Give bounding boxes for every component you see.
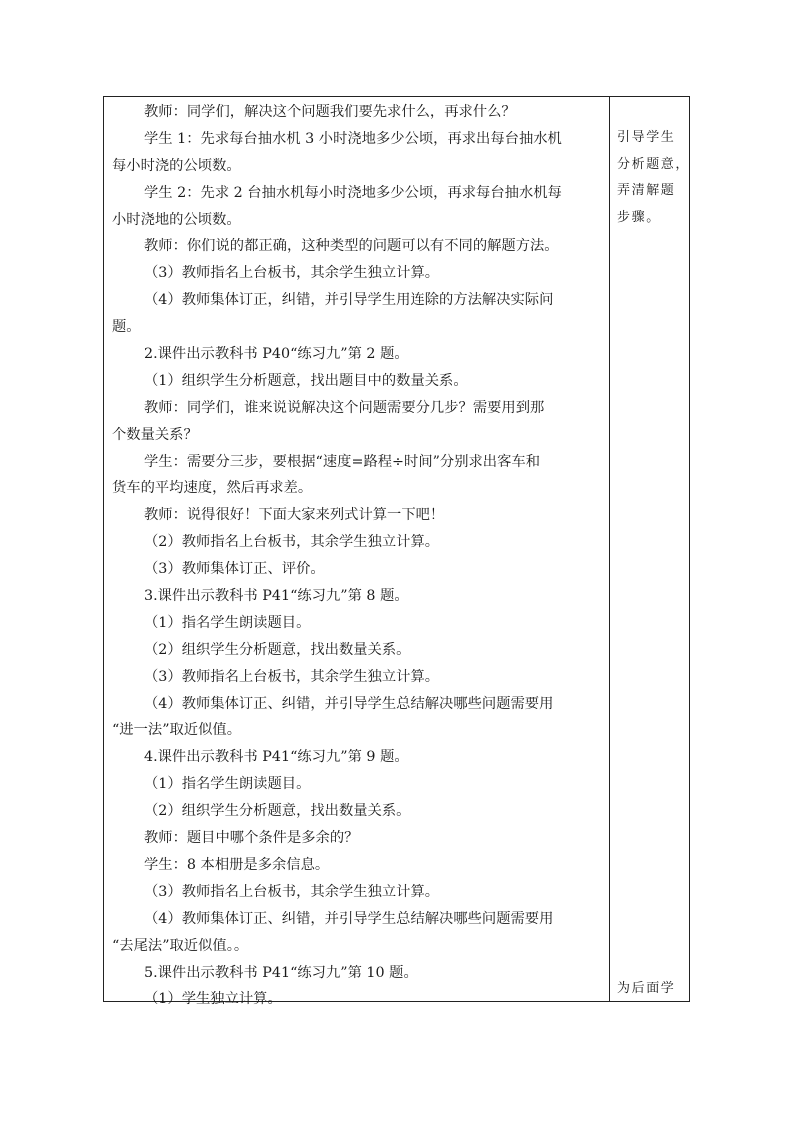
design-note-line: 分析题意， [617, 156, 691, 172]
text-line: 学生：需要分三步，要根据“速度=路程÷时间”分别求出客车和 [144, 453, 540, 470]
text-line: 小时浇地的公顷数。 [112, 211, 241, 228]
design-note-line: 引导学生 [617, 130, 676, 145]
text-line: （1）指名学生朗读题目。 [144, 614, 311, 631]
text-line: （4）教师集体订正，纠错，并引导学生用连除的方法解决实际问 [144, 292, 554, 309]
design-note-line: 弄清解题 [617, 183, 676, 198]
text-line: “进一法”取近似值。 [112, 722, 241, 739]
text-line: （1）学生独立计算。 [144, 991, 282, 1008]
text-line: （3）教师指名上台板书，其余学生独立计算。 [144, 883, 440, 900]
text-line: 3.课件出示教科书 P41“练习九”第 8 题。 [144, 588, 409, 605]
design-note-bottom: 为后面学 [617, 981, 676, 996]
text-line: （2）组织学生分析题意，找出数量关系。 [144, 641, 411, 658]
text-line: 学生：8 本相册是多余信息。 [144, 856, 330, 873]
text-line: 教师：说得很好！下面大家来列式计算一下吧！ [144, 507, 445, 524]
text-line: 2.课件出示教科书 P40“练习九”第 2 题。 [144, 346, 409, 363]
text-line: （3）教师集体订正、评价。 [144, 561, 325, 578]
text-line: 每小时浇的公顷数。 [112, 157, 241, 174]
design-note-line: 步骤。 [617, 209, 661, 225]
text-line: “去尾法”取近似值。。 [112, 937, 249, 954]
lesson-table [103, 96, 691, 1008]
text-line: 5.课件出示教科书 P41“练习九”第 10 题。 [144, 964, 418, 981]
text-line: （3）教师指名上台板书，其余学生独立计算。 [144, 668, 440, 685]
text-line: 教师：你们说的都正确，这种类型的问题可以有不同的解题方法。 [144, 238, 559, 255]
text-line: 个数量关系？ [112, 426, 198, 443]
text-line: 学生 2：先求 2 台抽水机每小时浇地多少公顷，再求每台抽水机每 [144, 184, 562, 201]
text-line: （4）教师集体订正、纠错，并引导学生总结解决哪些问题需要用 [144, 695, 554, 712]
lesson-content-column [112, 99, 602, 1013]
text-line: （3）教师指名上台板书，其余学生独立计算。 [144, 265, 440, 282]
text-line: 教师：题目中哪个条件是多余的？ [144, 830, 359, 847]
text-line: （1）指名学生朗读题目。 [144, 776, 311, 793]
design-notes-column [617, 125, 691, 231]
text-line: 教师：同学们，解决这个问题我们要先求什么，再求什么？ [144, 104, 516, 120]
text-line: （4）教师集体订正、纠错，并引导学生总结解决哪些问题需要用 [144, 910, 554, 927]
text-line: 题。 [112, 319, 141, 336]
text-line: 教师：同学们，谁来说说解决这个问题需要分几步？需要用到那 [144, 399, 545, 416]
text-line: 货车的平均速度，然后再求差。 [112, 480, 313, 497]
text-line: （2）教师指名上台板书，其余学生独立计算。 [144, 534, 440, 551]
text-line: （2）组织学生分析题意，找出数量关系。 [144, 803, 411, 820]
text-line: （1）组织学生分析题意，找出题目中的数量关系。 [144, 372, 468, 389]
text-line: 学生 1：先求每台抽水机 3 小时浇地多少公顷，再求出每台抽水机 [144, 130, 562, 147]
column-divider [609, 97, 610, 1001]
text-line: 4.课件出示教科书 P41“练习九”第 9 题。 [144, 749, 409, 766]
